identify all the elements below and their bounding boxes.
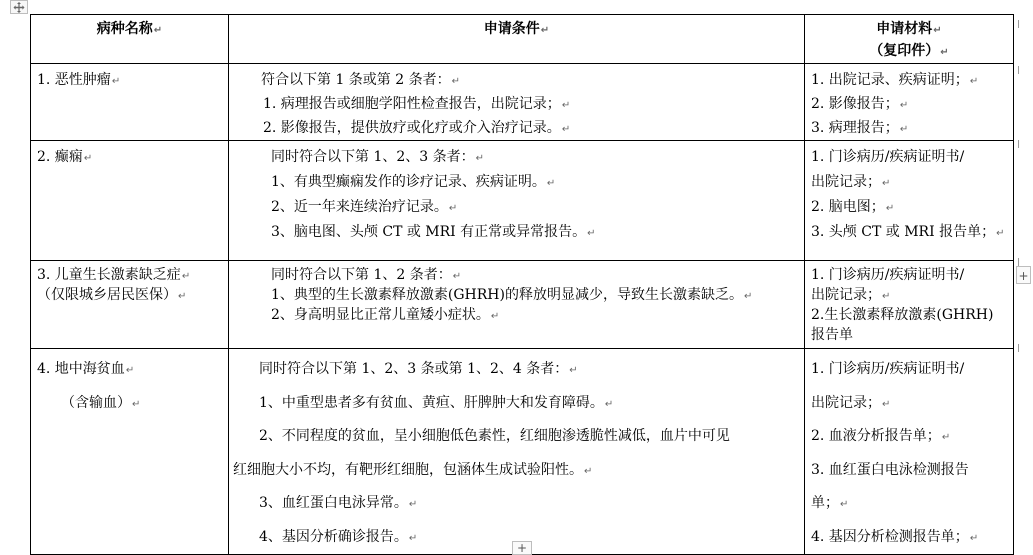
disease-application-table (30, 14, 1014, 555)
table-row (31, 141, 1014, 261)
header-conditions: 申请条件↵ (229, 15, 805, 64)
table-row (31, 64, 1014, 141)
disease-name-cell: 3. 儿童生长激素缺乏症↵ （仅限城乡居民医保）↵ (31, 261, 229, 349)
conditions-cell: 符合以下第 1 条或第 2 条者：↵ 1. 病理报告或细胞学阳性检查报告，出院记录；↵ 2. 影像报告，提供放疗或化疗或介入治疗记录。↵ (229, 64, 805, 141)
disease-name-cell: 4. 地中海贫血↵ （含输血）↵ (31, 349, 229, 555)
conditions-cell: 同时符合以下第 1、2 条者：↵ 1、典型的生长激素释放激素(GHRH)的释放明显减少，导致生长激素缺乏。↵ 2、身高明显比正常儿童矮小症状。↵ (229, 261, 805, 349)
table-row (31, 261, 1014, 349)
add-column-button[interactable]: + (1016, 266, 1031, 284)
materials-cell: 1. 门诊病历/疾病证明书/ 出院记录；↵ 2. 血液分析报告单；↵ 3. 血红蛋白电泳检测报告 单；↵ 4. 基因分析检测报告单；↵ (805, 349, 1014, 555)
table-row (31, 349, 1014, 555)
materials-cell: 1. 出院记录、疾病证明；↵ 2. 影像报告；↵ 3. 病理报告；↵ (805, 64, 1014, 141)
row-end-marker (1018, 20, 1023, 28)
materials-cell: 1. 门诊病历/疾病证明书/ 出院记录；↵ 2.生长激素释放激素(GHRH) 报告单 (805, 261, 1014, 349)
row-end-marker (1018, 344, 1023, 352)
disease-name-cell: 2. 癫痫↵ (31, 141, 229, 261)
add-row-button[interactable]: + (512, 541, 532, 555)
materials-cell: 1. 门诊病历/疾病证明书/ 出院记录；↵ 2. 脑电图；↵ 3. 头颅 CT 或 MRI 报告单；↵ (805, 141, 1014, 261)
header-disease-name: 病种名称↵ (31, 15, 229, 64)
row-end-marker (1018, 66, 1023, 74)
disease-name-cell: 1. 恶性肿瘤↵ (31, 64, 229, 141)
table-move-handle-icon[interactable] (10, 0, 28, 14)
row-end-marker (1018, 140, 1023, 148)
conditions-cell: 同时符合以下第 1、2、3 条者：↵ 1、有典型癫痫发作的诊疗记录、疾病证明。↵ 2、近一年来连续治疗记录。↵ 3、脑电图、头颅 CT 或 MRI 有正常或异常报告。↵ (229, 141, 805, 261)
conditions-cell: 同时符合以下第 1、2、3 条或第 1、2、4 条者：↵ 1、中重型患者多有贫血、黄疸、肝脾肿大和发育障碍。↵ 2、不同程度的贫血，呈小细胞低色素性，红细胞渗透脆性减低，血片中可见 红细胞大小不均，有靶形红细胞，包涵体生成试验阳性。↵ 3、血红蛋白电泳异常。↵ 4、基因分析确诊报告。↵ (229, 349, 805, 555)
table-header-row (31, 15, 1014, 64)
row-end-marker (1018, 258, 1023, 266)
header-materials: 申请材料↵ （复印件）↵ (805, 15, 1014, 64)
